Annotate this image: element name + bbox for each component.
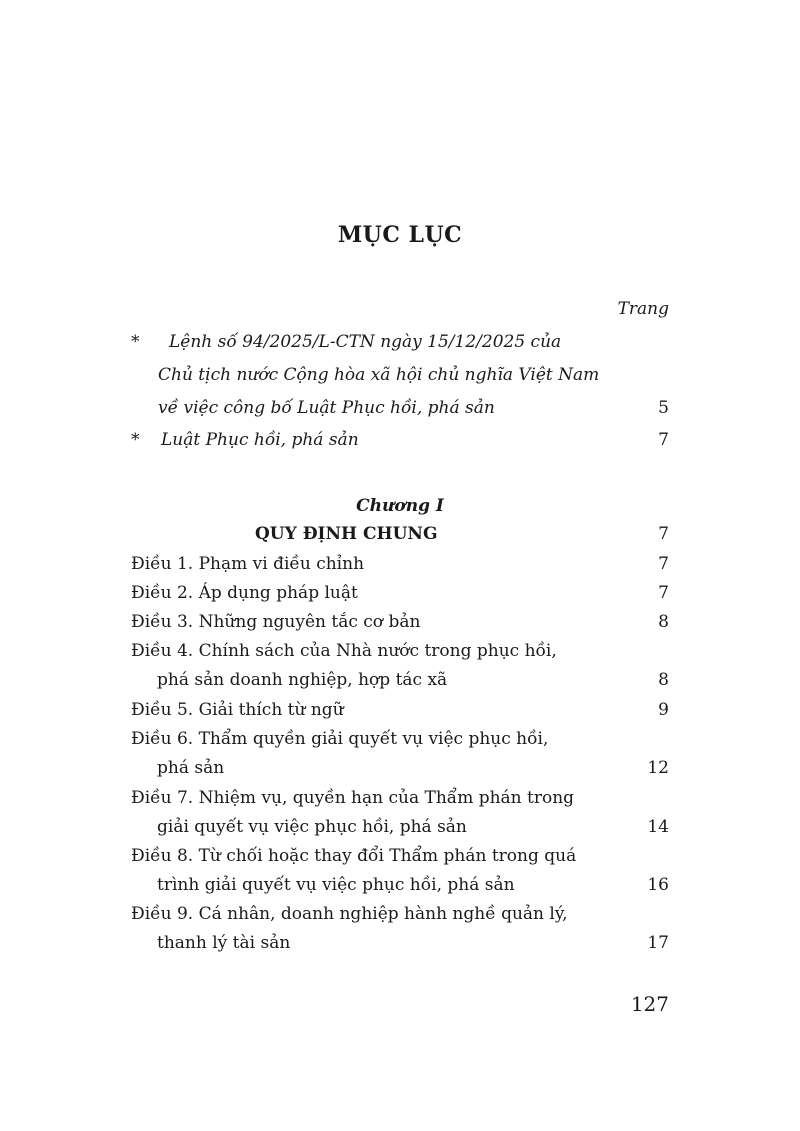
entry-page: 16 [647,875,669,895]
entry-line: trình giải quyết vụ việc phục hồi, phá sản [157,875,515,895]
entry-line: Điều 8. Từ chối hoặc thay đổi Thẩm phán trong quá [131,846,577,866]
entry-line: Điều 6. Thẩm quyền giải quyết vụ việc phục hồi, [131,729,549,749]
entry-line: Lệnh số 94/2025/L-CTN ngày 15/12/2025 của [169,332,562,352]
entry-page: 12 [647,758,669,778]
entry-line: Luật Phục hồi, phá sản [161,430,359,450]
entry-line: Điều 9. Cá nhân, doanh nghiệp hành nghề quản lý, [131,904,568,924]
chapter-label: Chương I [356,496,444,516]
entry-page: 7 [658,430,669,450]
chapter-title: QUY ĐỊNH CHUNG [255,524,438,544]
entry-line: Điều 1. Phạm vi điều chỉnh [131,554,365,574]
toc-entry-front-2[interactable] [131,425,669,455]
toc-entry-article-9[interactable] [131,899,669,929]
toc-entry-article-6-cont[interactable] [131,753,669,783]
entry-line: về việc công bố Luật Phục hồi, phá sản [158,398,495,418]
entry-line: phá sản [157,758,225,778]
page-title: MỤC LỤC [337,222,463,248]
entry-line: phá sản doanh nghiệp, hợp tác xã [157,670,448,690]
toc-entry-front-1[interactable] [131,327,669,357]
toc-entry-article-8-cont[interactable] [131,870,669,900]
toc-entry-article-3[interactable] [131,607,669,637]
toc-entry-article-7-cont[interactable] [131,812,669,842]
toc-entry-article-8[interactable] [131,841,669,871]
entry-line: Điều 3. Những nguyên tắc cơ bản [131,612,421,632]
entry-page: 14 [647,817,669,837]
entry-page: 8 [658,612,669,632]
toc-entry-article-4[interactable] [131,636,669,666]
toc-entry-article-7[interactable] [131,783,669,813]
entry-page: 8 [658,670,669,690]
entry-line: Điều 5. Giải thích từ ngữ [131,700,344,720]
entry-line: Điều 2. Áp dụng pháp luật [131,583,358,603]
toc-entry-article-5[interactable] [131,695,669,725]
entry-line: Chủ tịch nước Cộng hòa xã hội chủ nghĩa Việt Nam [158,365,600,385]
entry-line: thanh lý tài sản [157,933,291,953]
entry-line: Điều 4. Chính sách của Nhà nước trong phục hồi, [131,641,557,661]
entry-page: 9 [658,700,669,720]
entry-page: 7 [658,583,669,603]
toc-entry-article-9-cont[interactable] [131,928,669,958]
bullet-marker: * [131,430,140,450]
bullet-marker: * [131,332,140,352]
entry-line: giải quyết vụ việc phục hồi, phá sản [157,817,467,837]
page-number: 127 [630,992,669,1016]
entry-page: 7 [658,524,669,544]
page-column-label: Trang [617,299,669,319]
toc-entry-article-1[interactable] [131,549,669,579]
entry-line: Điều 7. Nhiệm vụ, quyền hạn của Thẩm phán trong [131,788,575,808]
toc-entry-article-6[interactable] [131,724,669,754]
toc-entry-front-1-cont[interactable] [131,360,669,390]
toc-entry-article-2[interactable] [131,578,669,608]
entry-page: 5 [658,398,669,418]
toc-entry-chapter[interactable] [131,519,669,549]
entry-page: 7 [658,554,669,574]
entry-page: 17 [647,933,669,953]
toc-entry-article-4-cont[interactable] [131,665,669,695]
toc-entry-front-1-cont[interactable] [131,393,669,423]
